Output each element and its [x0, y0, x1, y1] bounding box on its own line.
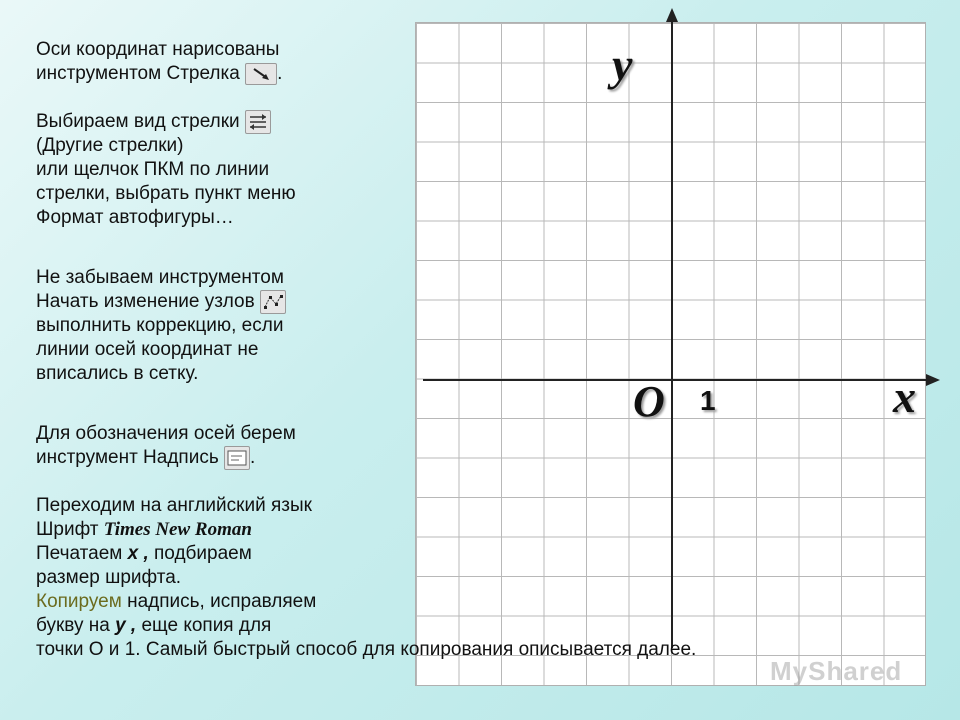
- arrow-tool-icon: [245, 63, 277, 85]
- text-line: точки О и 1. Самый быстрый способ для копирования описывается далее.: [36, 639, 697, 660]
- text-line-content: букву на: [36, 615, 110, 636]
- text-line-end: .: [277, 63, 283, 84]
- paragraph-textbox: [36, 422, 296, 470]
- edit-points-icon: [260, 290, 286, 314]
- arrow-style-icon: [245, 110, 271, 134]
- text-line: Оси координат нарисованы: [36, 39, 280, 60]
- text-line: размер шрифта.: [36, 567, 182, 588]
- text-line-content: подбираем: [154, 543, 252, 564]
- text-line: [36, 542, 696, 566]
- paragraph-arrow-tool: [36, 38, 282, 86]
- text-line: Переходим на английский язык: [36, 495, 312, 516]
- text-line: [36, 290, 286, 314]
- textbox-icon: [224, 446, 250, 470]
- text-line: [36, 614, 696, 638]
- text-line: [36, 62, 282, 86]
- text-line-content: надпись, исправляем: [127, 591, 317, 612]
- text-line: [36, 446, 296, 470]
- text-line: Для обозначения осей берем: [36, 423, 296, 444]
- text-line-content: инструментом Стрелка: [36, 63, 240, 84]
- text-line: линии осей координат не: [36, 339, 259, 361]
- text-line-content: Печатаем: [36, 543, 123, 564]
- paragraph-labels: [36, 494, 696, 662]
- font-name: Times New Roman: [103, 519, 252, 540]
- x-letter: x ,: [127, 543, 149, 564]
- text-line-content: Выбираем вид стрелки: [36, 111, 240, 133]
- text-line-end: .: [250, 447, 256, 469]
- text-line: выполнить коррекцию, если: [36, 315, 284, 337]
- paragraph-edit-points: [36, 266, 286, 386]
- text-line: или щелчок ПКМ по линии: [36, 159, 270, 181]
- copy-word: Копируем: [36, 591, 122, 612]
- text-line: стрелки, выбрать пункт меню: [36, 183, 296, 205]
- x-axis-arrowhead: [926, 374, 940, 386]
- text-line: [36, 590, 696, 614]
- y-axis-label: y: [612, 39, 633, 90]
- unit-label: 1: [700, 385, 716, 416]
- y-letter: y ,: [115, 615, 137, 636]
- text-line: Не забываем инструментом: [36, 267, 284, 288]
- origin-label: O: [633, 377, 665, 426]
- text-line: (Другие стрелки): [36, 135, 184, 157]
- text-line-content: Шрифт: [36, 519, 99, 540]
- text-line: Формат автофигуры…: [36, 207, 234, 229]
- text-line: [36, 518, 696, 542]
- text-line: вписались в сетку.: [36, 363, 199, 385]
- paragraph-arrow-style: [36, 110, 296, 230]
- text-line-content: Начать изменение узлов: [36, 291, 255, 313]
- x-axis-label: x: [893, 371, 916, 422]
- watermark: MyShared: [770, 656, 903, 686]
- text-line-content: инструмент Надпись: [36, 447, 219, 469]
- text-line-content: еще копия для: [141, 615, 272, 636]
- y-axis-arrowhead: [666, 8, 678, 22]
- text-line: [36, 110, 296, 134]
